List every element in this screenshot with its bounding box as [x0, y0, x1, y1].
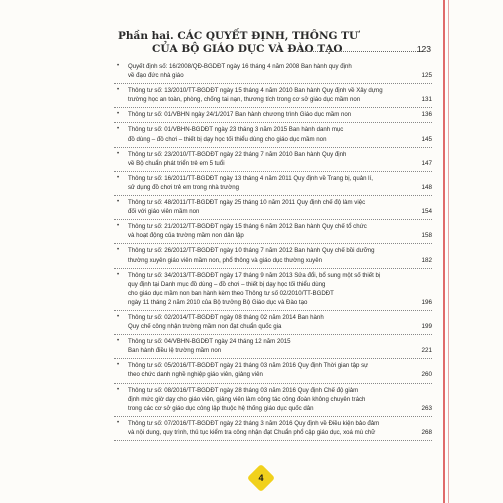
toc-entry	[114, 123, 432, 147]
toc-entry-text: Thông tư số: 16/2011/TT-BGDĐT ngày 13 tháng 4 năm 2011 Quy định về Trang bị, quản lí,	[128, 174, 373, 182]
bullet-icon: •	[117, 111, 120, 118]
toc-entry-text: Thông tư số: 21/2012/TT-BGDĐT ngày 15 tháng 6 năm 2012 Ban hành Quy chế tổ chức	[128, 223, 367, 231]
toc-entry-text: Thông tư số: 04/VBHN-BGDĐT ngày 24 tháng 12 năm 2015	[128, 338, 291, 346]
toc-entry-page-number: 131	[421, 96, 432, 104]
bullet-icon: •	[117, 313, 120, 320]
toc-entry	[114, 244, 432, 268]
toc-entry-page-number: 221	[421, 347, 432, 355]
toc-entry-page-number: 125	[421, 72, 432, 80]
toc-entry-text: đồ dùng – đồ chơi – thiết bị dạy học tối thiểu dùng cho giáo dục mầm non	[128, 135, 327, 143]
toc-entry-text: Thông tư số: 01/VBHN-BGDĐT ngày 23 tháng 3 năm 2015 Ban hành danh mục	[128, 126, 344, 134]
toc-entry	[114, 60, 432, 84]
table-of-contents	[114, 60, 432, 441]
toc-entry-text: cho giáo dục mầm non ban hành kèm theo Thông tư số 02/2010/TT-BGDĐT	[128, 289, 334, 297]
section-heading-line2: CỦA BỘ GIÁO DỤC VÀ ĐÀO TẠO	[152, 43, 343, 55]
bullet-icon: •	[117, 362, 120, 369]
section-heading	[118, 30, 418, 56]
toc-entry-text: Thông tư số: 07/2016/TT-BGDĐT ngày 22 tháng 3 năm 2016 Quy định về Điều kiện bảo đảm	[128, 419, 380, 427]
toc-entry-page-number: 158	[421, 232, 432, 240]
toc-entry-text: Thông tư số: 02/2014/TT-BGDĐT ngày 08 tháng 02 năm 2014 Ban hành	[128, 313, 324, 321]
toc-entry-page-number: 154	[421, 208, 432, 216]
bullet-icon: •	[117, 174, 120, 181]
toc-entry-page-number: 260	[421, 371, 432, 379]
toc-entry-text: Thông tư số: 08/2016/TT-BGDĐT ngày 28 tháng 03 năm 2016 Quy định Chế độ giảm	[128, 386, 359, 394]
bullet-icon: •	[117, 338, 120, 345]
toc-entry-text: trong các cơ sở giáo dục công lập thuộc hệ thống giáo dục quốc dân	[128, 404, 314, 412]
toc-entry-page-number: 136	[421, 111, 432, 119]
toc-entry-page-number: 182	[421, 256, 432, 264]
toc-entry-text: Thông tư số: 26/2012/TT-BGDĐT ngày 10 tháng 7 năm 2012 Ban hành Quy chế bồi dưỡng	[128, 247, 375, 255]
heading-leader-dots	[300, 51, 422, 52]
toc-entry	[114, 220, 432, 244]
toc-entry-text: theo chức danh nghề nghiệp giáo viên, giảng viên	[128, 371, 263, 379]
toc-entry	[114, 172, 432, 196]
section-heading-line1: Phần hai. CÁC QUYẾT ĐỊNH, THÔNG TƯ	[118, 30, 359, 42]
toc-entry-text: định mức giờ dạy cho giáo viên, giảng viên làm công tác công đoàn không chuyên trách	[128, 395, 366, 403]
bullet-icon: •	[117, 150, 120, 157]
toc-entry-text: Thông tư số: 23/2010/TT-BGDĐT ngày 22 tháng 7 năm 2010 Ban hành Quy định	[128, 150, 347, 158]
toc-entry-text: về đạo đức nhà giáo	[128, 72, 184, 80]
toc-entry-text: Quyết định số: 16/2008/QĐ-BGDĐT ngày 16 tháng 4 năm 2008 Ban hành quy định	[128, 63, 352, 70]
toc-entry	[114, 269, 432, 311]
bullet-icon: •	[117, 63, 120, 69]
bullet-icon: •	[117, 271, 120, 278]
page-number: 4	[258, 473, 264, 483]
bullet-icon: •	[117, 87, 120, 94]
toc-entry-text: sử dụng đồ chơi trẻ em trong nhà trường	[128, 183, 239, 191]
toc-entry-page-number: 268	[421, 428, 432, 436]
toc-entry-text: ngày 11 tháng 2 năm 2010 của Bộ trưởng Bộ Giáo dục và Đào tạo	[128, 298, 308, 306]
toc-entry-text: trường học an toàn, phòng, chống tai nạn, thương tích trong cơ sở giáo dục mầm non	[128, 96, 361, 104]
toc-entry	[114, 196, 432, 220]
bullet-icon: •	[117, 386, 120, 393]
toc-entry-page-number: 148	[421, 183, 432, 191]
toc-entry-page-number: 196	[421, 298, 432, 306]
toc-entry-page-number: 147	[421, 159, 432, 167]
toc-entry-text: quy định tại Danh mục đồ dùng – đồ chơi – thiết bị dạy học tối thiểu dùng	[128, 280, 326, 288]
toc-entry-text: Thông tư số: 34/2013/TT-BGDĐT ngày 17 tháng 9 năm 2013 Sửa đổi, bổ sung một số thiết bị	[128, 271, 381, 279]
toc-entry-text: Thông tư số: 01/VBHN ngày 24/1/2017 Ban hành chương trình Giáo dục mầm non	[128, 111, 352, 119]
page-border-line-inner	[448, 0, 449, 503]
toc-entry-text: Ban hành điều lệ trường mầm non	[128, 347, 222, 355]
bullet-icon: •	[117, 247, 120, 254]
toc-entry	[114, 84, 432, 108]
toc-entry	[114, 335, 432, 359]
toc-entry	[114, 384, 432, 417]
bullet-icon: •	[117, 199, 120, 206]
toc-entry-text: Quy chế công nhận trường mầm non đạt chuẩn quốc gia	[128, 323, 282, 331]
toc-entry-text: và hoạt động của trường mầm non dân lập	[128, 232, 244, 240]
bullet-icon: •	[117, 419, 120, 426]
section-heading-page-number: 123	[416, 44, 431, 54]
toc-entry-text: và nội dung, quy trình, thủ tục kiểm tra công nhận đạt Chuẩn phổ cập giáo dục, xoá mù chữ	[128, 428, 376, 436]
page-border-line	[443, 0, 445, 503]
toc-entry-page-number: 263	[421, 404, 432, 412]
toc-entry-text: Thông tư số: 48/2011/TT-BGDĐT ngày 25 tháng 10 năm 2011 Quy định chế độ làm việc	[128, 199, 366, 207]
bullet-icon: •	[117, 126, 120, 133]
toc-entry	[114, 311, 432, 335]
toc-entry	[114, 148, 432, 172]
toc-entry	[114, 108, 432, 123]
toc-entry	[114, 417, 432, 441]
toc-entry-text: thường xuyên giáo viên mầm non, phổ thông và giáo dục thường xuyên	[128, 256, 323, 264]
toc-entry-text: đối với giáo viên mầm non	[128, 208, 200, 216]
toc-entry-text: Thông tư số: 13/2010/TT-BGDĐT ngày 15 tháng 4 năm 2010 Ban hành Quy định về Xây dựng	[128, 87, 383, 95]
toc-entry-text: về Bộ chuẩn phát triển trẻ em 5 tuổi	[128, 159, 225, 167]
bullet-icon: •	[117, 223, 120, 230]
toc-entry-page-number: 145	[421, 135, 432, 143]
toc-entry	[114, 359, 432, 383]
toc-entry-text: Thông tư số: 05/2016/TT-BGDĐT ngày 21 tháng 03 năm 2016 Quy định Thời gian tập sự	[128, 362, 369, 370]
toc-entry-page-number: 199	[421, 323, 432, 331]
